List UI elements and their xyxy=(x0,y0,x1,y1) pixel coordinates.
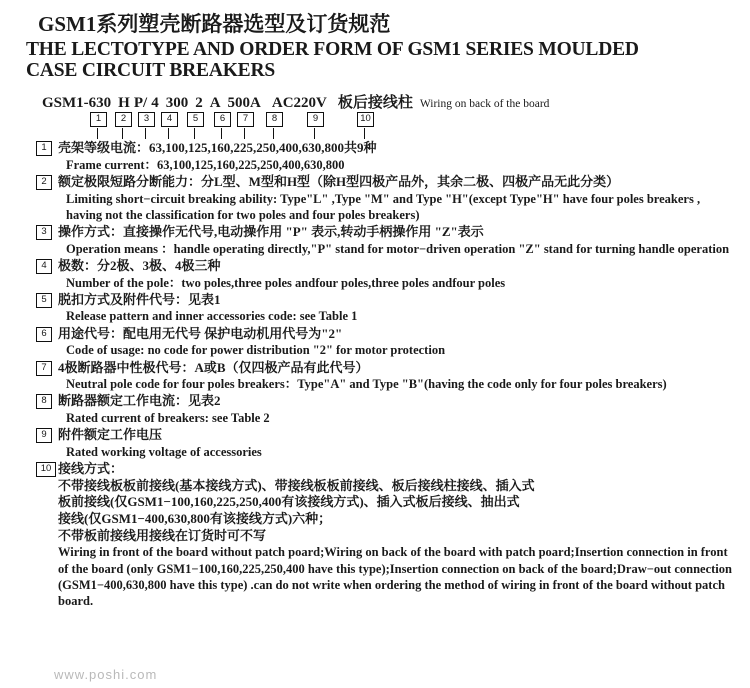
code-number-boxes xyxy=(42,112,740,128)
item-en-10-line1: Wiring in front of the board without patch poard;Wiring on back of the board with patch poard;Insertion connection in front xyxy=(58,545,728,560)
item-en-8-line1: Rated current of breakers: see Table 2 xyxy=(66,411,270,426)
tick-3 xyxy=(145,128,146,139)
item-cn-10-extra-4: 不带板前接线用接线在订货时可不写 xyxy=(58,527,267,543)
code-box-5: 5 xyxy=(187,112,204,127)
item-marker-5: 5 xyxy=(36,293,52,308)
code-box-1: 1 xyxy=(90,112,107,127)
item-en-2-line2: having not the classification for two poles and four poles breakers) xyxy=(66,207,420,222)
item-en-5-line1: Release pattern and inner accessories code: see Table 1 xyxy=(66,309,358,324)
code-box-6: 6 xyxy=(214,112,231,127)
item-en-2-line1: Limiting short−circuit breaking ability: Type"L" ,Type "M" and Type "H"(except Type"H" have four poles breakers , xyxy=(66,191,701,206)
code-part-wiring: 板后接线柱 xyxy=(337,95,413,112)
list-item xyxy=(36,461,740,609)
code-part-poles: 4 xyxy=(151,95,159,112)
item-cn-7: 4极断路器中性极代号：A或B（仅四极产品有此代号） xyxy=(58,359,369,375)
item-cn-10: 接线方式： xyxy=(58,461,124,477)
item-marker-7: 7 xyxy=(36,361,52,376)
tick-7 xyxy=(244,128,245,139)
tick-10 xyxy=(364,128,365,139)
tick-5 xyxy=(194,128,195,139)
list-item xyxy=(36,224,740,257)
item-cn-6: 用途代号：配电用无代号 保护电动机用代号为"2" xyxy=(58,325,343,341)
item-marker-4: 4 xyxy=(36,259,52,274)
item-en-9-line1: Rated working voltage of accessories xyxy=(66,444,262,459)
item-en-10-line4: board. xyxy=(58,594,94,609)
item-marker-8: 8 xyxy=(36,394,52,409)
item-en-3-line1: Operation means ：handle operating directly,"P" stand for motor−driven operation "Z" stand for turning handle operation xyxy=(66,241,730,256)
page-title-en xyxy=(26,39,740,81)
list-item xyxy=(36,258,740,291)
list-item xyxy=(36,326,740,359)
tick-8 xyxy=(273,128,274,139)
tick-9 xyxy=(314,128,315,139)
spec-list xyxy=(36,140,740,609)
tick-2 xyxy=(122,128,123,139)
tick-1 xyxy=(97,128,98,139)
item-cn-4: 极数：分2极、3极、4极三种 xyxy=(58,257,221,273)
code-box-2: 2 xyxy=(115,112,132,127)
item-cn-3: 操作方式：直接操作无代号,电动操作用 "P" 表示,转动手柄操作用 "Z"表示 xyxy=(58,224,484,240)
item-en-7-line1: Neutral pole code for four poles breakers：Type"A" and Type "B"(having the code only for four poles breakers) xyxy=(66,377,667,392)
list-item xyxy=(36,292,740,325)
item-cn-1: 壳架等级电流：63,100,125,160,225,250,400,630,800共9种 xyxy=(58,140,377,156)
code-box-7: 7 xyxy=(237,112,254,127)
code-box-8: 8 xyxy=(266,112,283,127)
item-en-6-line1: Code of usage: no code for power distribution "2" for motor protection xyxy=(66,343,446,358)
item-cn-5: 脱扣方式及附件代号：见表1 xyxy=(58,291,221,307)
model-code-line xyxy=(42,91,740,112)
list-item xyxy=(36,360,740,393)
list-item xyxy=(36,140,740,173)
item-en-10-line2: of the board (only GSM1−100,160,225,250,400 have this type);Insertion connection on back of the board;Draw−out connection xyxy=(58,561,732,576)
code-part-frame: GSM1-630 xyxy=(42,95,112,112)
item-marker-1: 1 xyxy=(36,141,52,156)
item-cn-9: 附件额定工作电压 xyxy=(58,427,163,443)
item-en-10-line3: (GSM1−400,630,800 have this type) .can do not write when ordering the method of wiring in front of the board without patch xyxy=(58,577,725,592)
code-part-voltage: AC220V xyxy=(271,95,327,112)
page-title-en-line1: THE LECTOTYPE AND ORDER FORM OF GSM1 SERIES MOULDED xyxy=(26,39,639,60)
code-part-neutral: A xyxy=(209,95,221,112)
item-cn-8: 断路器额定工作电流：见表2 xyxy=(58,393,221,409)
code-box-3: 3 xyxy=(138,112,155,127)
item-marker-6: 6 xyxy=(36,327,52,342)
tick-6 xyxy=(221,128,222,139)
list-item xyxy=(36,427,740,460)
code-part-breaking: H xyxy=(118,95,130,112)
list-item xyxy=(36,393,740,426)
code-box-4: 4 xyxy=(161,112,178,127)
code-box-10: 10 xyxy=(357,112,374,127)
item-cn-10-extra-1: 不带接线板板前接线(基本接线方式)、带接线板板前接线、板后接线柱接线、插入式 xyxy=(58,477,535,493)
code-tick-lines xyxy=(42,128,740,140)
item-cn-10-extra-3: 接线(仅GSM1−400,630,800有该接线方式)六种； xyxy=(58,511,332,527)
item-marker-2: 2 xyxy=(36,175,52,190)
item-en-1-line1: Frame current：63,100,125,160,225,250,400,630,800 xyxy=(66,157,345,172)
code-part-current: 500A xyxy=(227,95,261,112)
code-part-usage: 2 xyxy=(195,95,203,112)
code-box-9: 9 xyxy=(307,112,324,127)
item-en-4-line1: Number of the pole：two poles,three poles andfour poles,three poles andfour poles xyxy=(66,275,506,290)
item-marker-10: 10 xyxy=(36,462,56,477)
page-title-cn: GSM1系列塑壳断路器选型及订货规范 xyxy=(38,12,391,36)
code-note-wiring: Wiring on back of the board xyxy=(419,98,550,111)
tick-4 xyxy=(168,128,169,139)
item-cn-2: 额定极限短路分断能力：分L型、M型和H型（除H型四极产品外，其余二极、四极产品无此分类） xyxy=(58,173,620,189)
item-marker-3: 3 xyxy=(36,225,52,240)
code-part-release: 300 xyxy=(165,95,189,112)
list-item xyxy=(36,174,740,223)
watermark: www.poshi.com xyxy=(54,667,158,682)
code-part-operation: P/ xyxy=(133,95,148,112)
item-cn-10-extra-2: 板前接线(仅GSM1−100,160,225,250,400有该接线方式)、插入式板后接线、抽出式 xyxy=(58,494,520,510)
page-title-en-line2: CASE CIRCUIT BREAKERS xyxy=(26,60,276,82)
item-marker-9: 9 xyxy=(36,428,52,443)
